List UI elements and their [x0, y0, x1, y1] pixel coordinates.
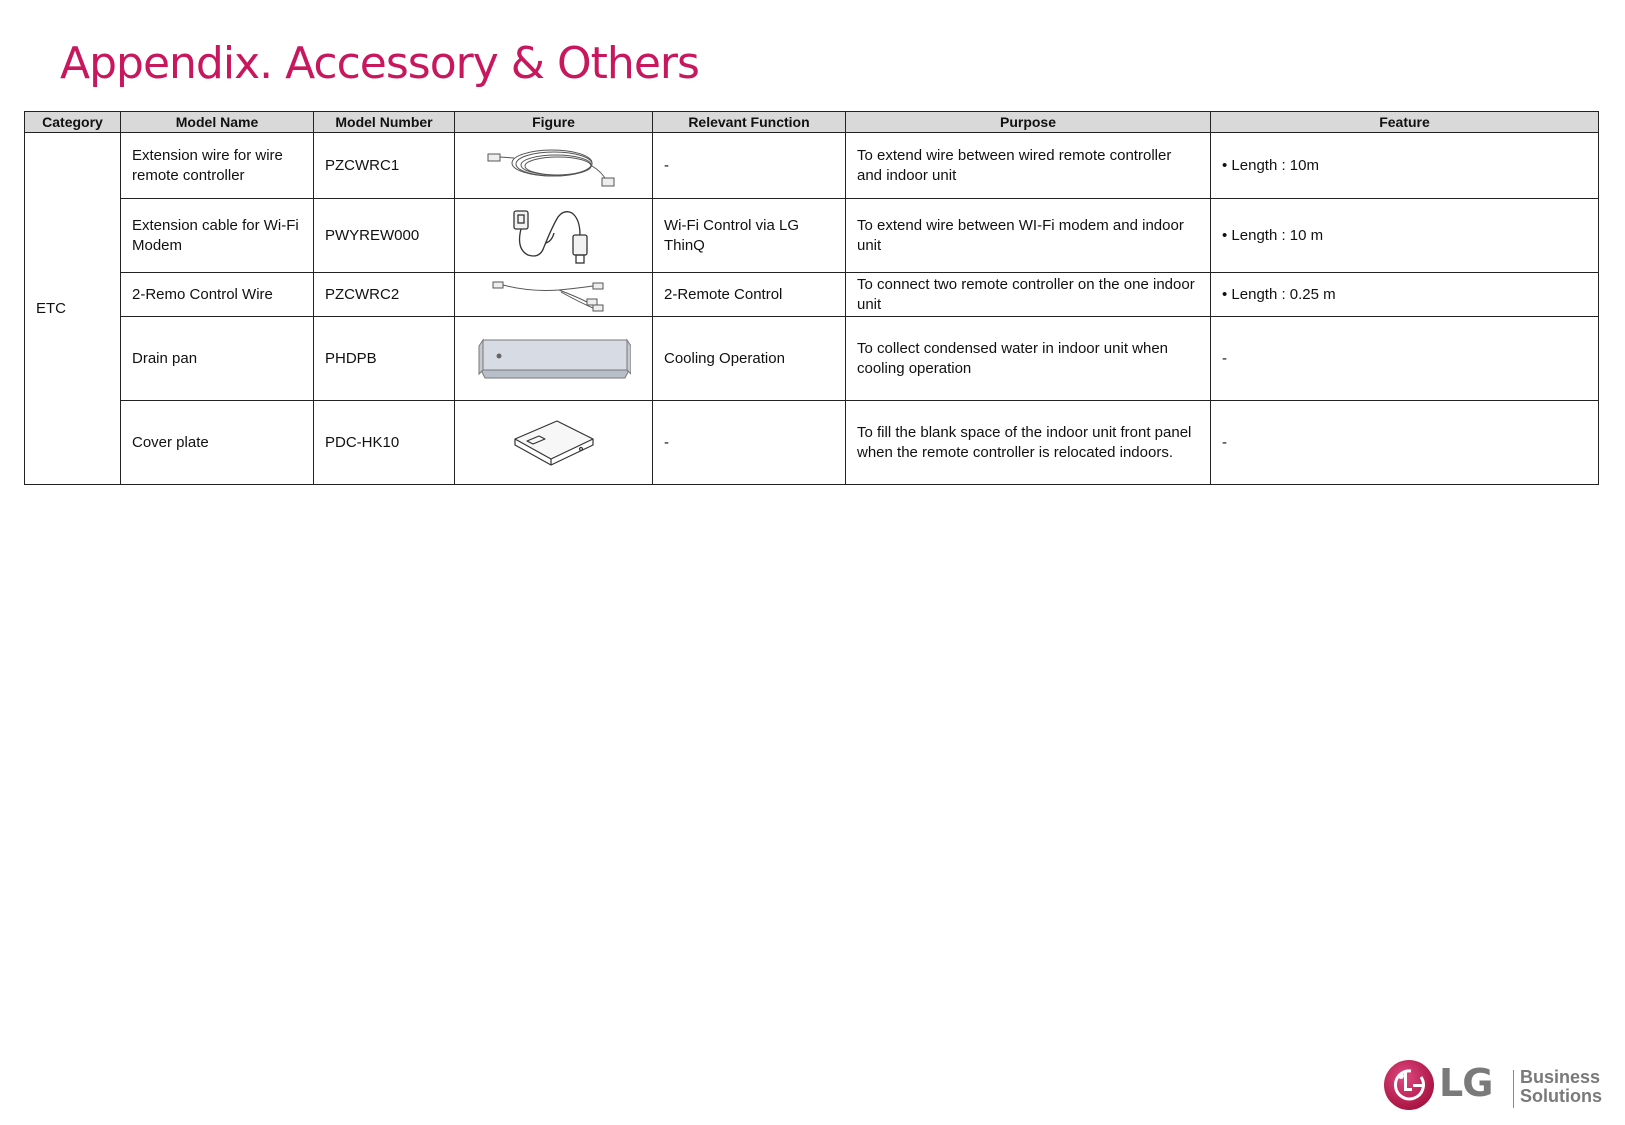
header-relevant-function: Relevant Function [653, 112, 846, 133]
y-splitter-wire-icon [489, 278, 619, 312]
header-figure: Figure [455, 112, 653, 133]
logo-separator [1513, 1070, 1514, 1108]
drain-pan-icon [477, 336, 631, 382]
model-name-cell: Extension wire for wire remote controller [121, 133, 314, 199]
header-feature: Feature [1211, 112, 1599, 133]
model-number-cell: PDC-HK10 [314, 401, 455, 485]
feature-cell: • Length : 10 m [1211, 199, 1599, 273]
logo-tagline [1520, 1068, 1602, 1106]
purpose-cell: To fill the blank space of the indoor unit front panel when the remote controller is relocated indoors. [846, 401, 1211, 485]
logo-line-business: Business [1520, 1067, 1601, 1087]
model-name-cell: Drain pan [121, 317, 314, 401]
purpose-cell: To extend wire between WI-Fi modem and indoor unit [846, 199, 1211, 273]
model-name-cell: Extension cable for Wi-Fi Modem [121, 199, 314, 273]
table-row [25, 317, 1599, 401]
model-number-cell: PZCWRC1 [314, 133, 455, 199]
header-model-number: Model Number [314, 112, 455, 133]
page-title: Appendix. Accessory & Others [60, 38, 699, 89]
table-row [25, 199, 1599, 273]
feature-cell: • Length : 10m [1211, 133, 1599, 199]
cover-plate-icon [509, 417, 599, 469]
function-cell: Wi-Fi Control via LG ThinQ [653, 199, 846, 273]
figure-cell [455, 317, 653, 401]
function-cell: - [653, 401, 846, 485]
lg-face-logo-icon [1383, 1059, 1435, 1111]
feature-cell: - [1211, 401, 1599, 485]
function-cell: 2-Remote Control [653, 273, 846, 317]
logo-line-solutions: Solutions [1520, 1086, 1602, 1106]
figure-cell [455, 133, 653, 199]
header-model-name: Model Name [121, 112, 314, 133]
header-category: Category [25, 112, 121, 133]
model-number-cell: PHDPB [314, 317, 455, 401]
purpose-cell: To extend wire between wired remote controller and indoor unit [846, 133, 1211, 199]
purpose-cell: To connect two remote controller on the one indoor unit [846, 273, 1211, 317]
coiled-wire-icon [484, 142, 624, 190]
category-cell: ETC [25, 133, 121, 485]
feature-cell: - [1211, 317, 1599, 401]
figure-cell [455, 199, 653, 273]
lg-business-solutions-logo [1383, 1059, 1603, 1111]
table-row [25, 133, 1599, 199]
function-cell: - [653, 133, 846, 199]
model-name-cell: Cover plate [121, 401, 314, 485]
figure-cell [455, 401, 653, 485]
table-row [25, 401, 1599, 485]
table-header-row [25, 112, 1599, 133]
function-cell: Cooling Operation [653, 317, 846, 401]
model-number-cell: PZCWRC2 [314, 273, 455, 317]
usb-extension-cable-icon [506, 205, 602, 267]
header-purpose: Purpose [846, 112, 1211, 133]
accessory-table [24, 111, 1599, 485]
figure-cell [455, 273, 653, 317]
purpose-cell: To collect condensed water in indoor unit when cooling operation [846, 317, 1211, 401]
logo-brand: LG [1439, 1061, 1493, 1105]
feature-cell: • Length : 0.25 m [1211, 273, 1599, 317]
model-name-cell: 2-Remo Control Wire [121, 273, 314, 317]
model-number-cell: PWYREW000 [314, 199, 455, 273]
table-row [25, 273, 1599, 317]
